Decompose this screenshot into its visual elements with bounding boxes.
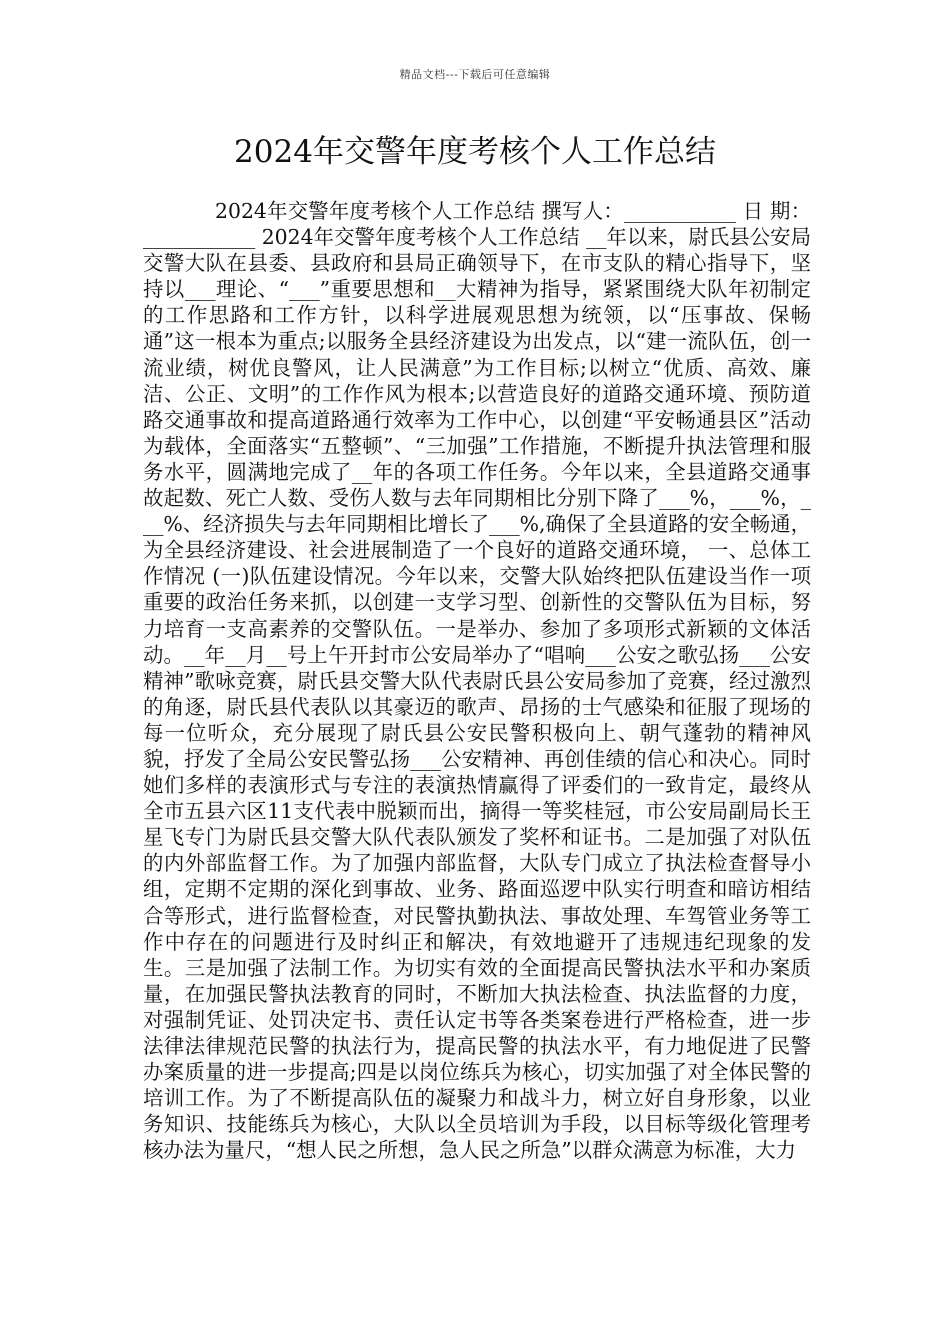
header-note: 精品文档---下载后可任意编辑	[399, 68, 551, 81]
document-body: 2024年交警年度考核个人工作总结 撰写人：___________ 日 期：___________ 2024年交警年度考核个人工作总结 __年以来，尉氏县公安局交警大队在县委、县政府和县局正确领导下，在市支队的精心指导下，坚持以___理论、“___”重要思想和__大精神为指导，紧紧围绕大队年初制定的工作思路和工作方针，以科学进展观思想为统领，以“压事故、保畅通”这一根本为重点;以服务全县经济建设为出发点，以“建一流队伍，创一流业绩，树优良警风，让人民满意”为工作目标;以树立“优质、高效、廉洁、公正、文明”的工作作风为根本;以营造良好的道路交通环境、预防道路交通事故和提高道路通行效率为工作中心，以创建“平安畅通县区”活动为载体，全面落实“五整顿”、“三加强”工作措施，不断提升执法管理和服务水平，圆满地完成了__年的各项工作任务。今年以来，全县道路交通事故起数、死亡人数、受伤人数与去年同期相比分别下降了___%，___%，___%、经济损失与去年同期相比增长了___%,确保了全县道路的安全畅通，为全县经济建设、社会进展制造了一个良好的道路交通环境， 一、总体工作情况 (一)队伍建设情况。今年以来，交警大队始终把队伍建设当作一项重要的政治任务来抓，以创建一支学习型、创新性的交警队伍为目标，努力培育一支高素养的交警队伍。一是举办、参加了多项形式新颖的文体活动。__年__月__号上午开封市公安局举办了“唱响___公安之歌弘扬___公安精神”歌咏竞赛，尉氏县交警大队代表尉氏县公安局参加了竞赛，经过激烈的角逐，尉氏县代表队以其豪迈的歌声、昂扬的士气感染和征服了现场的每一位听众，充分展现了尉氏县公安民警积极向上、朝气蓬勃的精神风貌，抒发了全局公安民警弘扬___公安精神、再创佳绩的信心和决心。同时她们多样的表演形式与专注的表演热情赢得了评委们的一致肯定，最终从全市五县六区11支代表中脱颖而出，摘得一等奖桂冠，市公安局副局长王星飞专门为尉氏县交警大队代表队颁发了奖杯和证书。二是加强了对队伍的内外部监督工作。为了加强内部监督，大队专门成立了执法检查督导小组，定期不定期的深化到事故、业务、路面巡逻中队实行明查和暗访相结合等形式，进行监督检查，对民警执勤执法、事故处理、车驾管业务等工作中存在的问题进行及时纠正和解决，有效地避开了违规违纪现象的发生。三是加强了法制工作。为切实有效的全面提高民警执法水平和办案质量，在加强民警执法教育的同时，不断加大执法检查、执法监督的力度，对强制凭证、处罚决定书、责任认定书等各类案卷进行严格检查，进一步法律法律规范民警的执法行为，提高民警的执法水平，有力地促进了民警办案质量的进一步提高;四是以岗位练兵为核心，切实加强了对全体民警的培训工作。为了不断提高队伍的凝聚力和战斗力，树立好自身形象，以业务知识、技能练兵为核心，大队以全员培训为手段，以目标等级化管理考核办法为量尺，“想人民之所想，急人民之所急”以群众满意为标准，大力	[143, 199, 811, 1163]
document-title: 2024年交警年度考核个人工作总结	[234, 134, 716, 170]
